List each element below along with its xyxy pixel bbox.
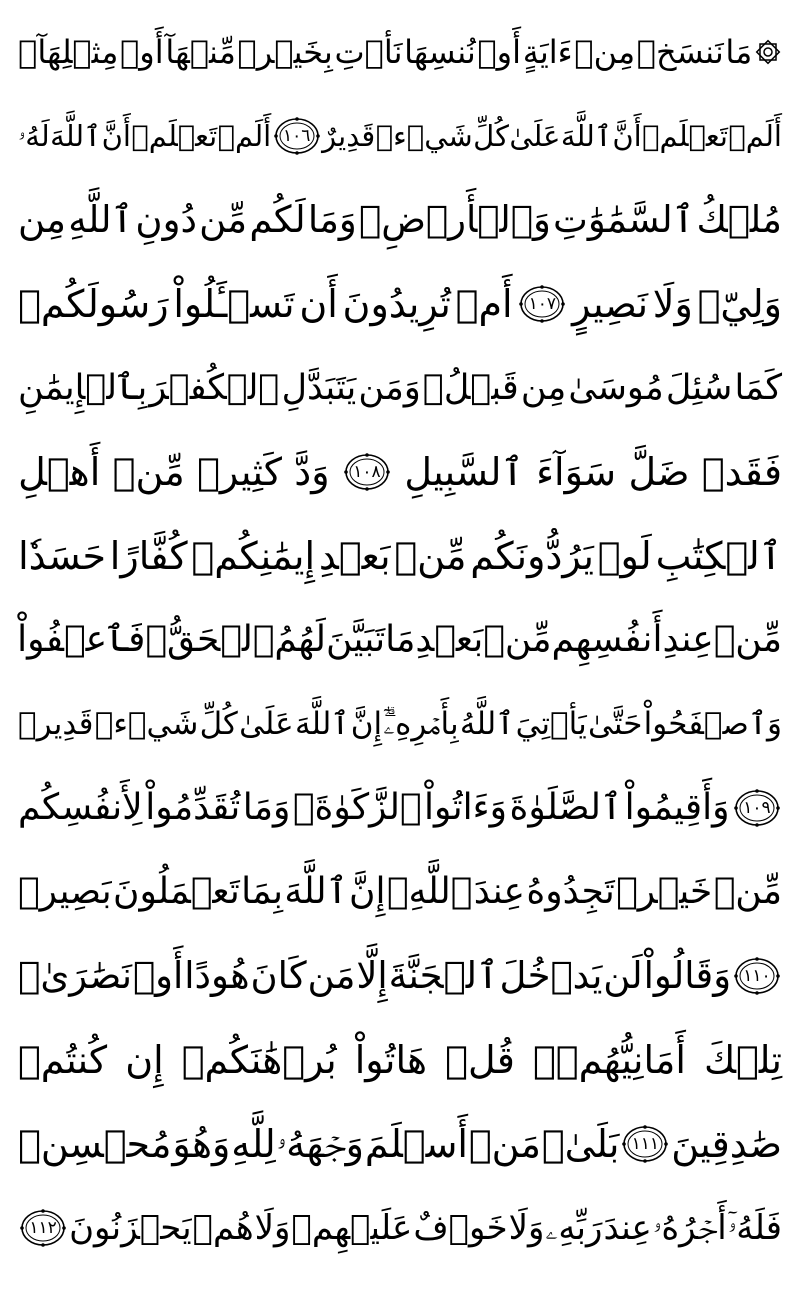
quran-word: ٱللَّهَ — [294, 706, 350, 742]
quran-word: مُوسَىٰ — [568, 368, 664, 408]
quran-word: أَنفُسِهِم — [551, 619, 663, 660]
ayah-number: ١٠٧ — [528, 293, 556, 314]
quran-word: عِندِ — [662, 619, 714, 660]
text-line — [18, 262, 782, 346]
text-line — [18, 682, 782, 766]
quran-word: ٱلصَّلَوٰةَ — [509, 787, 623, 828]
ayah-number: ١٠٨ — [353, 461, 381, 482]
quran-word: سَوَآءَ — [536, 450, 617, 494]
quran-word: يَدۡخُلَ — [499, 954, 603, 997]
quran-word: مِثۡلِهَآۗ — [18, 33, 119, 71]
quran-word: مِّن — [199, 198, 248, 241]
quran-word: مِّنۢ — [483, 619, 552, 660]
ayah-number-marker — [517, 284, 567, 324]
quran-word: ٱلۡكِتَٰبِ — [655, 534, 782, 578]
quran-word: كُلِّ — [473, 119, 509, 153]
quran-word: مِنۡ — [574, 33, 636, 71]
quran-word: تُقَدِّمُواْ — [145, 787, 241, 828]
quran-word: نَنسَخۡ — [636, 33, 724, 71]
ayah-number: ١٠٦ — [282, 125, 311, 146]
quran-word: بَعۡدِ — [318, 534, 391, 578]
quran-word: مَا — [725, 33, 753, 71]
quran-word: ٱلسَّبِيلِ — [404, 450, 524, 494]
quran-word: مِّنۡ — [112, 450, 185, 494]
ayah-number: ١١٢ — [29, 1217, 57, 1238]
quran-word: تَعۡلَمۡ — [131, 119, 218, 153]
quran-word: وَمَا — [307, 198, 357, 241]
quran-word: أَنَّ — [612, 119, 642, 153]
quran-word: رَسُولَكُمۡ — [18, 282, 169, 326]
quran-word: قُلۡ — [445, 1038, 515, 1082]
quran-word: حَسَدٗا — [18, 534, 106, 578]
text-line — [18, 850, 782, 934]
ayah-number: ١١١ — [631, 1133, 660, 1154]
quran-word: تَعۡمَلُونَ — [113, 871, 240, 912]
quran-word: أَلَمۡ — [217, 119, 272, 153]
quran-word: مَن — [307, 954, 356, 997]
quran-word: أَهۡلِ — [18, 450, 101, 494]
quran-word: وَلَا — [652, 282, 693, 326]
quran-word: بِأَمۡرِهِۦٓۗ — [383, 706, 459, 742]
text-line — [18, 598, 782, 682]
ayah-number: ١٠٩ — [743, 797, 771, 818]
quran-word: عِندَ — [603, 1208, 652, 1248]
text-line — [18, 934, 782, 1018]
quran-word: سُئِلَ — [665, 368, 733, 408]
quran-word: كُلِّ — [199, 706, 238, 742]
quran-word: دُونِ — [135, 198, 197, 241]
quran-word: أَسۡلَمَ — [364, 1122, 468, 1166]
quran-word: ٱلسَّمَٰوَٰتِ — [553, 198, 695, 241]
quran-word: شَيۡءٖ — [375, 119, 473, 153]
quran-word: أَوۡ — [132, 954, 184, 997]
quran-word: عَلَىٰ — [509, 119, 561, 153]
quran-word: بَصِيرٞ — [18, 871, 112, 912]
quran-word: بُرۡهَٰنَكُمۡ — [181, 1038, 337, 1082]
quran-word: عَلَىٰ — [239, 706, 294, 742]
text-line — [18, 1102, 782, 1186]
quran-word: ٱللَّهِ — [68, 198, 134, 241]
quran-word: كَانَ — [250, 954, 307, 997]
quran-word: وَهُوَ — [172, 1122, 231, 1166]
text-line — [18, 514, 782, 598]
ayah-number-marker — [732, 788, 782, 828]
quran-word: وَقَالُواْ — [643, 954, 732, 997]
quran-word: بَعۡدِ — [415, 619, 484, 660]
quran-word: كُنتُمۡ — [18, 1038, 108, 1082]
quran-word: أَلَمۡ — [728, 119, 782, 153]
quran-word: تَسۡـَٔلُواْ — [173, 282, 295, 326]
quran-word: وَمَا — [242, 787, 291, 828]
quran-word: لَهُۥ — [18, 119, 50, 153]
quran-word: مَا — [385, 619, 416, 660]
quran-word: تَجِدُوهُ — [526, 871, 615, 912]
text-line — [18, 346, 782, 430]
quran-word: لَكُم — [249, 198, 306, 241]
quran-word: فَلَهُۥٓ — [727, 1208, 782, 1248]
quran-word: ضَلَّ — [628, 450, 690, 494]
quran-word: وَدَّ — [294, 450, 330, 494]
quran-word: شَيۡءٖ — [94, 706, 199, 742]
quran-word: وَلِيّٖ — [697, 282, 782, 326]
quran-word: ءَايَةٍ — [522, 33, 573, 71]
quran-word: مِن — [18, 198, 66, 241]
rub-el-hizb-icon — [754, 38, 782, 66]
quran-word: إِيمَٰنِكُمۡ — [191, 534, 316, 578]
quran-word: كَثِيرٞ — [197, 450, 282, 494]
quran-word: أَوۡ — [120, 33, 164, 71]
text-line — [18, 1186, 782, 1270]
quran-word: يَأۡتِيَ — [515, 706, 587, 742]
quran-word: إِن — [125, 1038, 164, 1082]
quran-word: وَٱصۡفَحُواْ — [643, 706, 782, 742]
quran-word: تُرِيدُونَ — [342, 282, 451, 326]
ayah-number-marker — [342, 452, 392, 492]
quran-word: هُودًا — [184, 954, 250, 997]
quran-word: ٱللَّهَ — [50, 119, 102, 153]
text-line — [18, 94, 782, 178]
quran-word: مِّنۢ — [394, 534, 467, 578]
quran-word: مُلۡكُ — [696, 198, 782, 241]
text-line — [18, 766, 782, 850]
ayah-number: ١١٠ — [743, 965, 771, 986]
quran-word: قَبۡلُۗ — [422, 368, 519, 408]
quran-word: أَمۡ — [455, 282, 513, 326]
quran-word: قَدِيرٞ — [18, 706, 94, 742]
quran-word: فَٱعۡفُواْ — [17, 619, 146, 660]
quran-word: كَمَا — [734, 368, 782, 408]
quran-word: مِّنۡ — [713, 619, 782, 660]
quran-word: وَمَن — [358, 368, 421, 408]
quran-word: وَءَاتُواْ — [424, 787, 507, 828]
quran-word: ٱللَّهُ — [459, 706, 515, 742]
quran-word: قَدِيرٌ — [322, 119, 376, 153]
quran-word: أَن — [299, 282, 338, 326]
quran-word: تِلۡكَ — [704, 1038, 782, 1082]
quran-word: نَصِيرٍ — [572, 282, 649, 326]
quran-word: خَيۡرٖ — [616, 871, 713, 912]
quran-word: كُفَّارًا — [109, 534, 188, 578]
quran-word: لِلَّهِ — [231, 1122, 276, 1166]
quran-word: فَقَدۡ — [701, 450, 782, 494]
quran-word: مِّنۡ — [713, 871, 782, 912]
quran-word: هُمۡ — [192, 1208, 254, 1248]
ayah-number-marker — [732, 956, 782, 996]
mushaf-page — [18, 10, 782, 1284]
quran-word: أَجۡرُهُۥ — [652, 1208, 727, 1248]
quran-word: بَلَىٰۚ — [541, 1122, 620, 1166]
quran-word: بِخَيۡرٖ — [237, 33, 333, 71]
ayah-number-marker — [18, 1208, 68, 1248]
quran-word: ٱلۡحَقُّۖ — [145, 619, 275, 660]
quran-word: لَوۡ — [597, 534, 652, 578]
quran-word: مِن — [520, 368, 567, 408]
rub-el-hizb-marker — [754, 38, 782, 66]
quran-word: إِلَّا — [356, 954, 388, 997]
quran-word: ٱللَّهَ — [560, 119, 612, 153]
quran-word: لِأَنفُسِكُم — [18, 787, 143, 828]
quran-word: ٱلۡكُفۡرَ — [149, 368, 280, 408]
text-line — [18, 430, 782, 514]
quran-word: نَصَٰرَىٰۗ — [18, 954, 133, 997]
quran-word: يَحۡزَنُونَ — [69, 1208, 192, 1248]
quran-word: مَنۡ — [468, 1122, 541, 1166]
quran-word: ٱلۡجَنَّةَ — [388, 954, 499, 997]
quran-word: ٱللَّهَ — [284, 871, 348, 912]
quran-word: حَتَّىٰ — [588, 706, 643, 742]
quran-word: عَلَيۡهِمۡ — [291, 1208, 413, 1248]
quran-word: يَرُدُّونَكُم — [470, 534, 594, 578]
quran-word: وَٱلۡأَرۡضِۗ — [359, 198, 551, 241]
quran-word: بِمَا — [241, 871, 283, 912]
text-line — [18, 1018, 782, 1102]
quran-word: صَٰدِقِينَ — [671, 1122, 782, 1166]
quran-word: إِنَّ — [350, 706, 383, 742]
quran-word: بِٱلۡإِيمَٰنِ — [18, 368, 148, 408]
quran-word: يَتَبَدَّلِ — [281, 368, 357, 408]
ayah-number-marker — [272, 116, 322, 156]
quran-word: نَأۡتِ — [334, 33, 403, 71]
quran-word: تَعۡلَمۡ — [642, 119, 728, 153]
quran-word: وَلَا — [508, 1208, 545, 1248]
quran-word: ٱلزَّكَوٰةَۚ — [292, 787, 422, 828]
quran-word: لَهُمُ — [274, 619, 326, 660]
quran-word: مِّنۡهَآ — [165, 33, 236, 71]
text-line — [18, 10, 782, 94]
quran-word: رَبِّهِۦ — [545, 1208, 603, 1248]
quran-word: أَمَانِيُّهُمۡۗ — [532, 1038, 686, 1082]
quran-word: تَبَيَّنَ — [325, 619, 386, 660]
quran-word: إِنَّ — [349, 871, 386, 912]
quran-word: وَأَقِيمُواْ — [624, 787, 730, 828]
quran-word: وَجۡهَهُۥ — [276, 1122, 365, 1166]
quran-word: وَلَا — [254, 1208, 291, 1248]
quran-word: هَاتُواْ — [354, 1038, 428, 1082]
quran-word: مُحۡسِنٞ — [18, 1122, 172, 1166]
quran-word: خَوۡفٌ — [413, 1208, 508, 1248]
text-line — [18, 178, 782, 262]
quran-word: أَنَّ — [101, 119, 131, 153]
quran-word: نُنسِهَا — [404, 33, 476, 71]
quran-word: لَن — [603, 954, 643, 997]
quran-word: أَوۡ — [477, 33, 521, 71]
ayah-number-marker — [620, 1124, 670, 1164]
quran-word: ٱللَّهِۗ — [386, 871, 473, 912]
quran-word: عِندَ — [473, 871, 525, 912]
